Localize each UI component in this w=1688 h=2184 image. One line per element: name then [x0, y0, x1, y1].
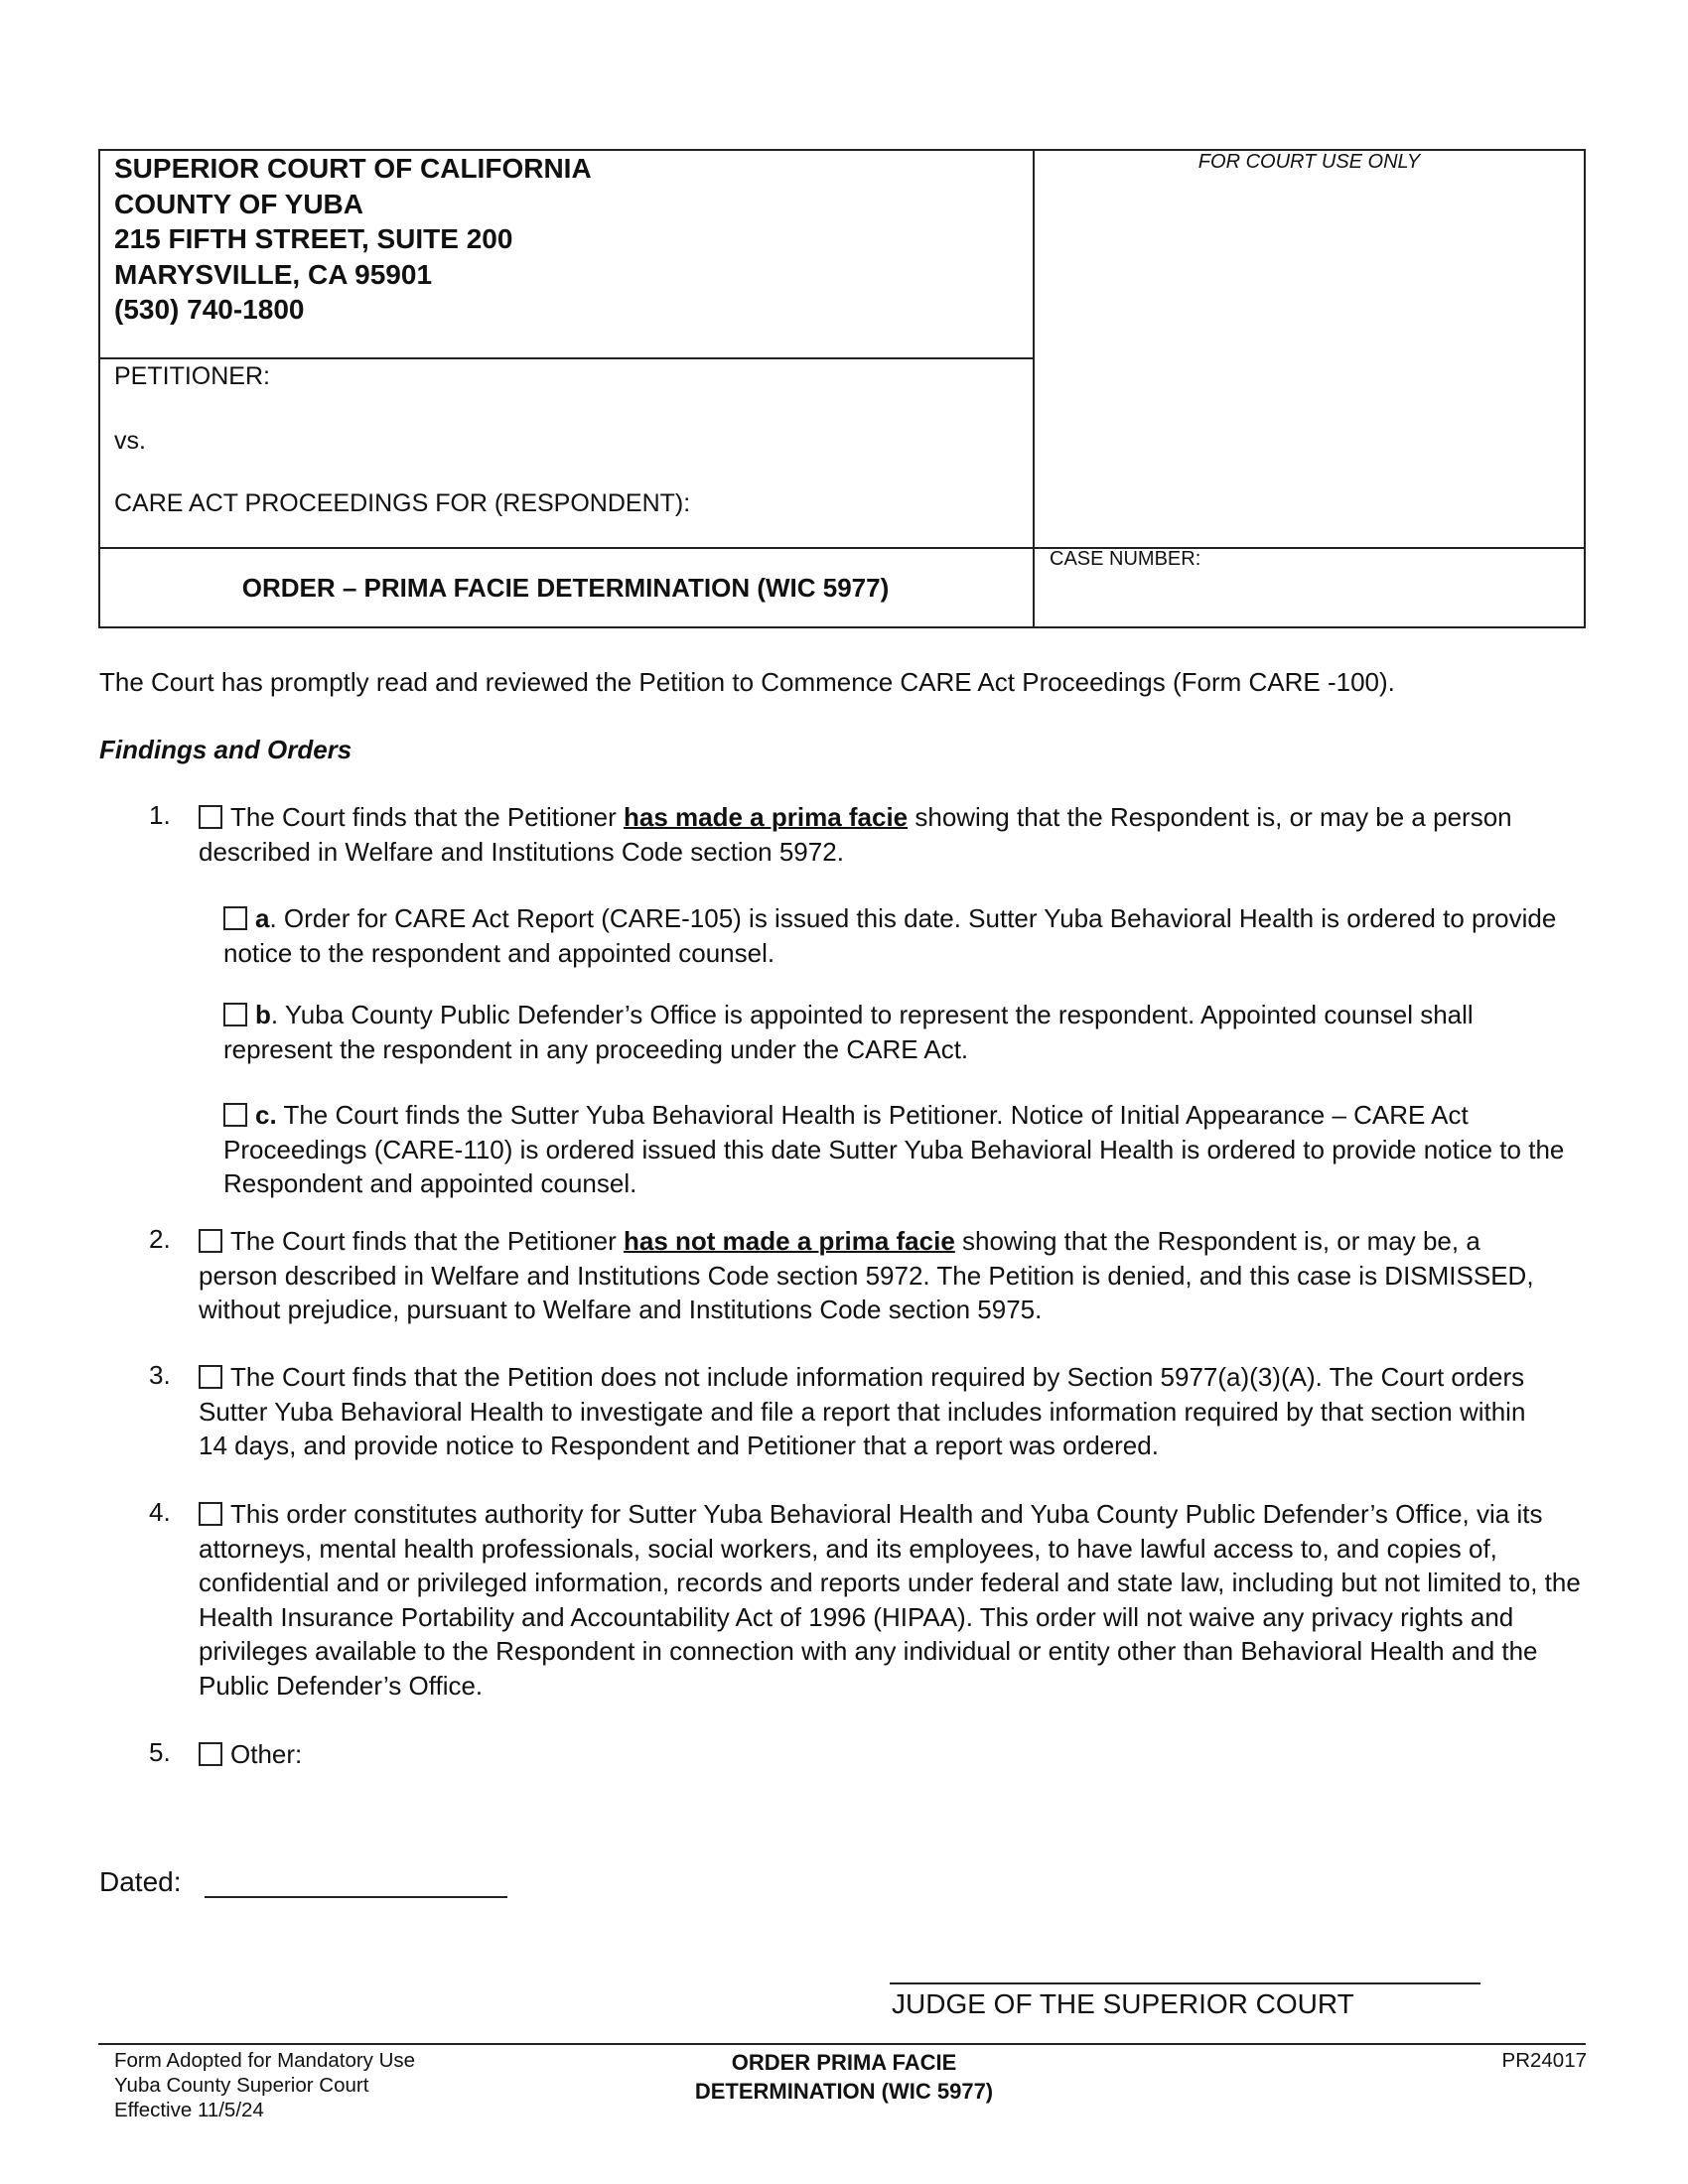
subitem-c: [223, 1098, 1579, 1201]
item-text: The Court finds that the Petitioner: [230, 1226, 624, 1256]
respondent-label: CARE ACT PROCEEDINGS FOR (RESPONDENT):: [114, 489, 691, 517]
section-title: Findings and Orders: [99, 735, 352, 764]
dated-label: Dated:: [99, 1866, 182, 1897]
finding-item-4: [199, 1497, 1589, 1703]
checkbox[interactable]: [223, 1103, 247, 1127]
court-county: COUNTY OF YUBA: [114, 188, 363, 219]
caption-divider: [98, 547, 1586, 549]
subitem-label: b: [255, 1000, 271, 1029]
vs-label: vs.: [114, 427, 146, 455]
footer-effective: Effective 11/5/24: [114, 2099, 264, 2121]
item-number: 3.: [149, 1360, 171, 1390]
finding-item-1: [199, 800, 1529, 869]
footer-divider: [98, 2043, 1586, 2045]
caption-divider: [98, 357, 1033, 359]
finding-item-5: [199, 1737, 1489, 1772]
checkbox[interactable]: [199, 1365, 222, 1389]
petitioner-label: PETITIONER:: [114, 362, 270, 390]
checkbox[interactable]: [199, 1502, 222, 1526]
court-city: MARYSVILLE, CA 95901: [114, 258, 433, 290]
checkbox[interactable]: [223, 1003, 247, 1026]
subitem-text: The Court finds the Sutter Yuba Behavioral Health is Petitioner. Notice of Initial Appearance – CARE Act Proceedings (CARE-110) is ordered issued this date Sutter Yuba Behavioral Health is ordered to provide notice to the Respondent and appointed counsel.: [223, 1100, 1565, 1198]
footer-court: Yuba County Superior Court: [114, 2074, 369, 2097]
footer-title-line: DETERMINATION (WIC 5977): [694, 2079, 994, 2104]
judge-label: JUDGE OF THE SUPERIOR COURT: [892, 1988, 1354, 2019]
item-text: The Court finds that the Petition does not include information required by Section 5977(a)(3)(A). The Court orders Sutter Yuba Behavioral Health to investigate and file a report that includes information required by that section within 14 days, and provide notice to Respondent and Petitioner that a report was ordered.: [199, 1362, 1526, 1460]
checkbox[interactable]: [199, 1742, 222, 1766]
footer-form-adopted: Form Adopted for Mandatory Use: [114, 2049, 416, 2072]
form-number: PR24017: [1501, 2049, 1587, 2072]
item-text: showing that the Respondent is, or may be, a person described in Welfare and Institutions Code section 5972. The Petition is denied, and this case is DISMISSED, without prejudice, pursuant to Welfare and Institutions Code section 5975.: [199, 1226, 1534, 1324]
footer-title-line: ORDER PRIMA FACIE: [731, 2050, 957, 2075]
subitem-label: c.: [255, 1100, 277, 1130]
item-text: This order constitutes authority for Sutter Yuba Behavioral Health and Yuba County Public Defender’s Office, via its attorneys, mental health professionals, social workers, and its employees, to have lawful access to, and copies of, confidential and or privileged information, records and reports under federal and state law, including but not limited to, the Health Insurance Portability and Accountability Act of 1996 (HIPAA). This order will not waive any privacy rights and privileges available to the Respondent in connection with any individual or entity other than Behavioral Health and the Public Defender’s Office.: [199, 1499, 1581, 1701]
caption-divider: [1033, 149, 1035, 628]
finding-item-3: [199, 1360, 1534, 1463]
court-use-label: FOR COURT USE ONLY: [1197, 151, 1421, 173]
court-address: [114, 151, 592, 328]
subitem-text: . Yuba County Public Defender’s Office is appointed to represent the respondent. Appointed counsel shall represent the respondent in any proceeding under the CARE Act.: [223, 1000, 1474, 1064]
signature-line[interactable]: [890, 1982, 1480, 1984]
item-number: 1.: [149, 800, 171, 830]
intro-text: The Court has promptly read and reviewed the Petition to Commence CARE Act Proceedings (Form CARE -100).: [99, 667, 1395, 697]
footer-center: [596, 2048, 1092, 2106]
checkbox[interactable]: [199, 805, 222, 829]
date-field[interactable]: [205, 1896, 507, 1898]
item-text: The Court finds that the Petitioner: [230, 802, 624, 832]
item-number: 2.: [149, 1224, 171, 1254]
emphasis-text: has not made a prima facie: [624, 1226, 955, 1256]
checkbox[interactable]: [199, 1229, 222, 1253]
form-title: ORDER – PRIMA FACIE DETERMINATION (WIC 5977): [241, 573, 890, 603]
case-number-label: CASE NUMBER:: [1050, 548, 1201, 570]
checkbox[interactable]: [223, 906, 247, 930]
subitem-b: [223, 998, 1569, 1066]
footer-left: [114, 2048, 415, 2122]
finding-item-2: [199, 1224, 1564, 1327]
court-phone: (530) 740-1800: [114, 294, 305, 325]
item-text: Other:: [230, 1739, 303, 1769]
court-street: 215 FIFTH STREET, SUITE 200: [114, 223, 513, 254]
emphasis-text: has made a prima facie: [624, 802, 909, 832]
item-number: 5.: [149, 1737, 171, 1767]
item-number: 4.: [149, 1497, 171, 1527]
subitem-label: a: [255, 903, 270, 933]
court-name: SUPERIOR COURT OF CALIFORNIA: [114, 153, 592, 184]
item-text: showing that the Respondent is, or may be a person described in Welfare and Institutions Code section 5972.: [199, 802, 1512, 867]
subitem-text: . Order for CARE Act Report (CARE-105) is issued this date. Sutter Yuba Behavioral Health is ordered to provide notice to the respondent and appointed counsel.: [223, 903, 1557, 968]
subitem-a: [223, 901, 1569, 970]
